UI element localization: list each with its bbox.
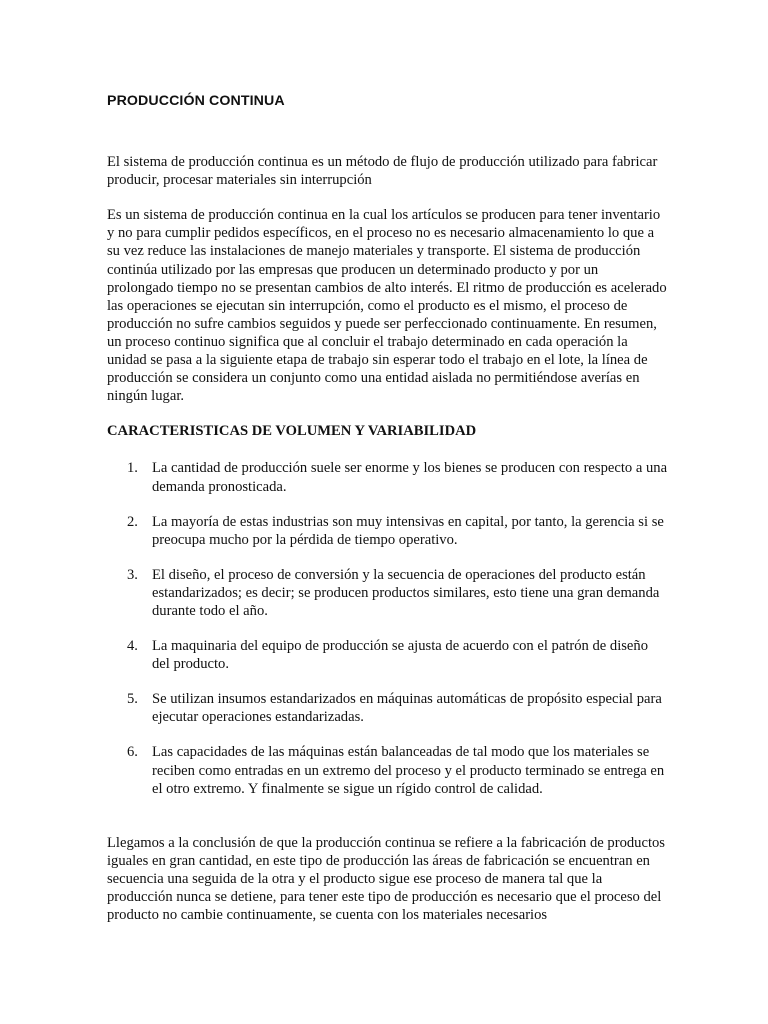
list-item-text: Se utilizan insumos estandarizados en máquinas automáticas de propósito especial para ejecutar operaciones estandarizadas. xyxy=(152,691,662,726)
list-item-number: 4. xyxy=(127,638,138,655)
list-item-number: 6. xyxy=(127,744,138,761)
list-item-text: La mayoría de estas industrias son muy intensivas en capital, por tanto, la gerencia si se preocupa mucho por la pérdida de tiempo operativo. xyxy=(152,513,664,548)
list-item-number: 1. xyxy=(127,460,138,477)
characteristics-list xyxy=(107,459,668,797)
list-item xyxy=(107,690,668,726)
list-item xyxy=(107,513,668,549)
section-heading: CARACTERISTICAS DE VOLUMEN Y VARIABILIDAD xyxy=(107,423,477,440)
intro-paragraph: El sistema de producción continua es un método de flujo de producción utilizado para fabricar producir, procesar materiales sin interrupción xyxy=(107,154,658,189)
list-item-text: El diseño, el proceso de conversión y la secuencia de operaciones del producto están estandarizados; es decir; se producen productos similares, esto tiene una gran demanda durante todo el año. xyxy=(152,566,660,619)
list-item-number: 5. xyxy=(127,691,138,708)
list-item-text: Las capacidades de las máquinas están balanceadas de tal modo que los materiales se reciben como entradas en un extremo del proceso y el producto terminado se entrega en el otro extremo. Y finalmente se sigue un rígido control de calidad. xyxy=(152,744,665,797)
list-item xyxy=(107,566,668,620)
list-item xyxy=(107,637,668,673)
list-item-number: 2. xyxy=(127,513,138,530)
list-item-text: La maquinaria del equipo de producción se ajusta de acuerdo con el patrón de diseño del producto. xyxy=(152,638,649,673)
conclusion-paragraph: Llegamos a la conclusión de que la producción continua se refiere a la fabricación de productos iguales en gran cantidad, en este tipo de producción las áreas de fabricación se encuentran en secuencia una seguida de la otra y el producto sigue ese proceso de manera tal que la producción nunca se detiene, para tener este tipo de producción es necesario que el proceso del producto no cambie continuamente, se cuenta con los materiales necesarios xyxy=(107,834,665,924)
document-title: PRODUCCIÓN CONTINUA xyxy=(107,93,285,109)
body-paragraph: Es un sistema de producción continua en la cual los artículos se producen para tener inventario y no para cumplir pedidos específicos, en el proceso no es necesario almacenamiento lo que a su vez reduce las instalaciones de manejo materiales y transporte. El sistema de producción continúa utilizado por las empresas que producen un determinado producto y por un prolongado tiempo no se presentan cambios de alto interés. El ritmo de producción es acelerado las operaciones se ejecutan sin interrupción, como el producto es el mismo, el proceso de producción no sufre cambios seguidos y puede ser perfeccionado continuamente. En resumen, un proceso continuo significa que al concluir el trabajo determinado en cada operación la unidad se pasa a la siguiente etapa de trabajo sin esperar todo el trabajo en el lote, la línea de producción se considera un conjunto como una entidad aislada no permitiéndose averías en ningún lugar. xyxy=(107,207,667,405)
list-item xyxy=(107,459,668,495)
list-item-number: 3. xyxy=(127,566,138,583)
list-item-text: La cantidad de producción suele ser enorme y los bienes se producen con respecto a una demanda pronosticada. xyxy=(152,460,668,495)
list-item xyxy=(107,743,668,797)
